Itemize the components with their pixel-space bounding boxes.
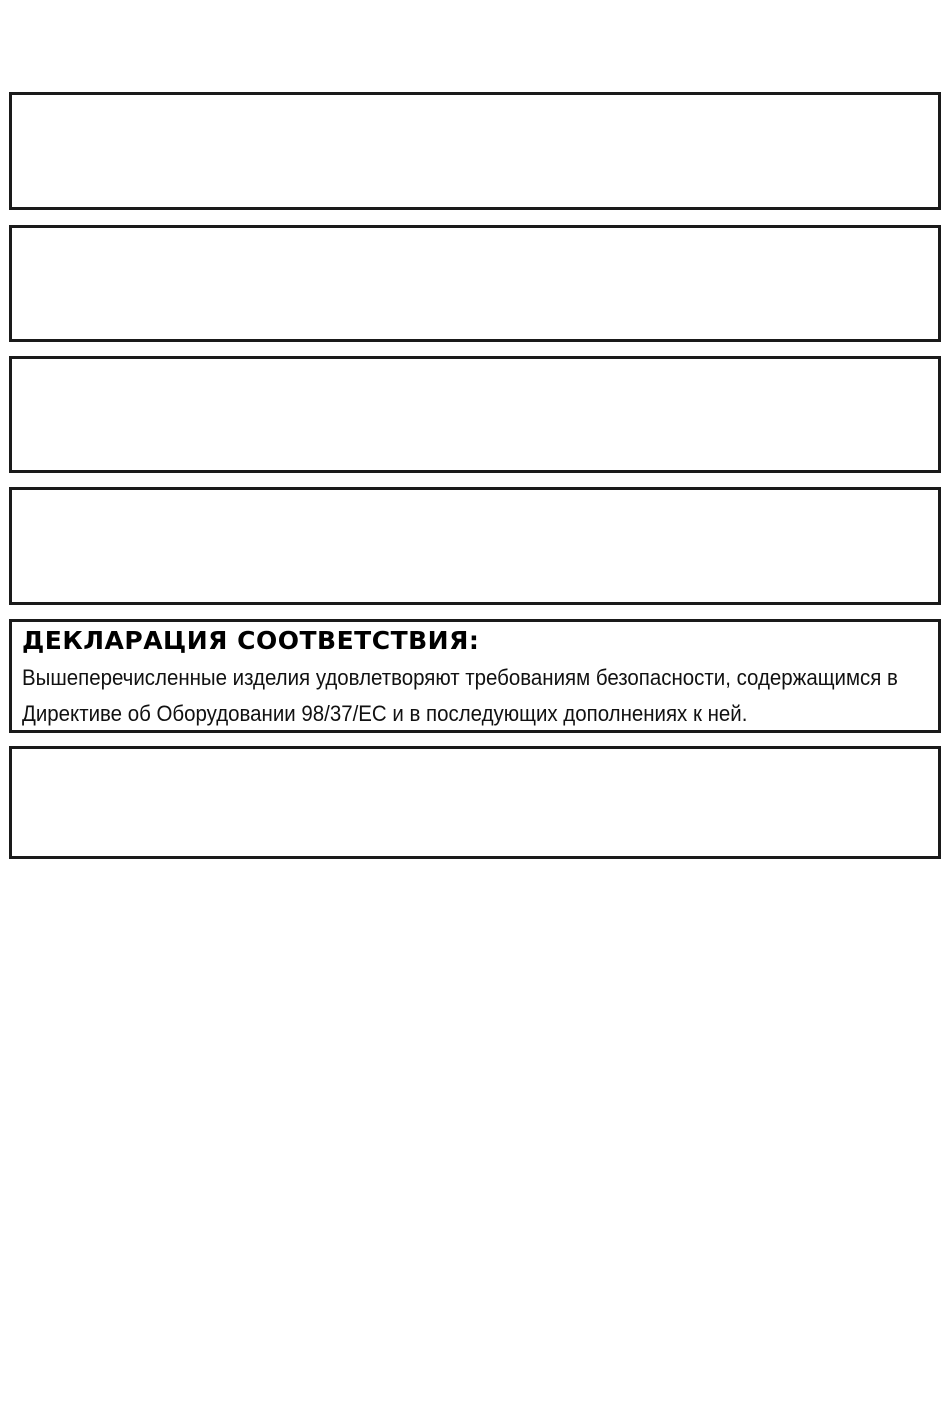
empty-frame-1: [9, 92, 941, 210]
empty-frame-6: [9, 746, 941, 859]
declaration-of-conformity-box: [9, 619, 941, 733]
declaration-text-line-1: Вышеперечисленные изделия удовлетворяют требованиям безопасности, содержащимся в: [22, 665, 898, 690]
declaration-text: [22, 660, 933, 732]
declaration-heading: ДЕКЛАРАЦИЯ СООТВЕТСТВИЯ:: [22, 626, 480, 655]
empty-frame-2: [9, 225, 941, 342]
empty-frame-3: [9, 356, 941, 473]
empty-frame-4: [9, 487, 941, 605]
declaration-text-line-2: Директиве об Оборудовании 98/37/ЕС и в последующих дополнениях к ней.: [22, 701, 748, 726]
